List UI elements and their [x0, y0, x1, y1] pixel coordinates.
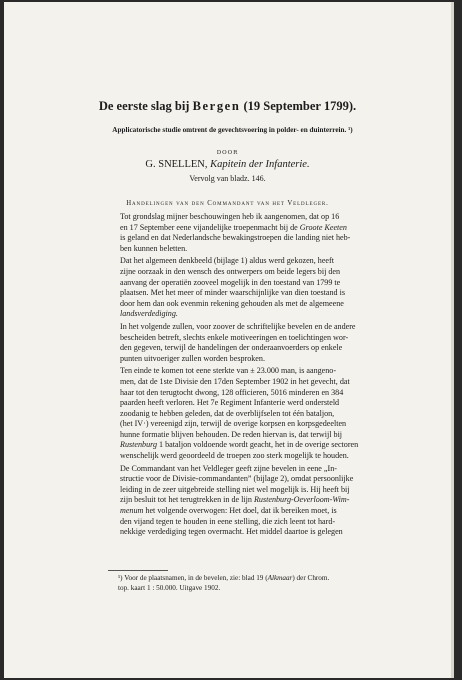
- text-line: ben kunnen beletten.: [120, 243, 188, 253]
- text-line: plaatsen. Met het meer of minder waarschijnlijke van dien toestand is: [120, 288, 345, 298]
- text-line: landsverdediging.: [120, 309, 178, 319]
- text-line: aanvang der operatiën zooveel mogelijk in den toestand van 1799 te: [120, 277, 341, 287]
- text-line: leiding in de zeer uitgebreide stelling niet wel mogelijk is. Hij heeft bij: [120, 484, 350, 494]
- title-part-b: Bergen: [192, 99, 241, 113]
- text-line: den vijand tegen te houden in eene stelling, die zich leent tot hard-: [120, 516, 336, 526]
- by-line-label: DOOR: [216, 150, 239, 156]
- continuation-note: Vervolg van bladz. 146.: [189, 174, 266, 183]
- author-name: G. SNELLEN,: [145, 159, 211, 170]
- text-line: (het IV·) vereenigd zijn, terwijl de overige korpsen en korpsgedeelten: [120, 419, 347, 429]
- text-line: menum het volgende overwogen: Het doel, dat ik bereiken moet, is: [120, 506, 337, 516]
- section-heading: Handelingen van den Commandant van het Veldleger.: [126, 200, 329, 207]
- text-line: en 17 September eene vijandelijke troepenmacht bij de Groote Keeten: [120, 222, 347, 232]
- title-part-a: De eerste slag bij: [98, 99, 193, 113]
- paragraph: [108, 322, 418, 364]
- paragraph: [108, 256, 418, 320]
- text-line: paarden heeft verloren. Het 7e Regiment Infanterie werd ondersteld: [120, 398, 340, 408]
- text-line: zijne oorzaak in den wensch des ontwerpers om beide legers bij den: [120, 266, 341, 276]
- paragraph: [108, 366, 418, 461]
- footnote-line: top. kaart 1 : 50.000. Uitgave 1902.: [118, 583, 221, 592]
- footnote: [108, 574, 418, 593]
- footnote-paragraph: [108, 574, 418, 593]
- text-line: is geland en dat Nederlandsche bewakingstroepen die landing niet heb-: [120, 233, 351, 243]
- text-line: wenschelijk werd geoordeeld de troepen zoo sterk mogelijk te houden.: [120, 451, 349, 461]
- text-line: zoodanig te hebben geleden, dat de overblijfselen tot één bataljon,: [120, 408, 335, 418]
- text-line: door hem dan ook evenmin rekening gehouden als met de algemeene: [120, 298, 344, 308]
- text-line: Rustenburg 1 bataljon voldoende wordt geacht, het in de overige sectoren: [120, 440, 359, 450]
- footnote-line: ¹) Voor de plaatsnamen, in de bevelen, zie: blad 19 (Alkmaar) der Chrom.: [118, 574, 330, 582]
- paragraph: [108, 464, 418, 538]
- title-part-c: (19 September 1799).: [240, 99, 357, 113]
- text-line: bescheiden betreft, slechts enkele motiveeringen en toelichtingen wor-: [120, 332, 349, 342]
- text-line: hunne formatie blijven behouden. De reden hiervan is, dat terwijl bij: [120, 429, 343, 439]
- article-subtitle: Applicatorische studie omtrent de gevechtsvoering in polder- en duinterrein. ¹): [112, 126, 353, 134]
- text-line: punten uitvoeriger zullen worden besproken.: [120, 353, 265, 363]
- text-line: Ten einde te komen tot eene sterkte van ± 23.000 man, is aangeno-: [120, 366, 337, 376]
- author-rank: Kapitein der Infanterie.: [210, 159, 310, 170]
- book-page: [4, 2, 454, 678]
- text-line: Tot grondslag mijner beschouwingen heb ik aangenomen, dat op 16: [120, 212, 340, 221]
- body-text: [108, 212, 418, 538]
- text-line: haar tot den terugtocht dwong, 128 officieren, 5016 minderen en 384: [120, 387, 344, 397]
- text-line: structie voor de Divisie-commandanten” (bijlage 2), omdat persoonlijke: [120, 474, 354, 484]
- text-line: nekkige verdediging tegen overmacht. Het middel daartoe is gelegen: [120, 527, 343, 537]
- author-line: [4, 159, 451, 170]
- text-line: zijn besluit tot het terugtrekken in de lijn Rustenburg-Oeverloom-Wim-: [120, 495, 350, 505]
- text-line: In het volgende zullen, voor zoover de schriftelijke bevelen en de andere: [120, 321, 356, 331]
- paragraph: [108, 212, 418, 254]
- text-line: De Commandant van het Veldleger geeft zijne bevelen in eene „In-: [120, 463, 337, 473]
- text-line: men, dat de 1ste Divisie den 17den September 1902 in het gevecht, dat: [120, 376, 350, 386]
- text-line: den gegeven, terwijl de handelingen der onderaanvoerders op enkele: [120, 343, 343, 353]
- footnote-rule: [108, 570, 168, 571]
- article-title: [4, 99, 451, 114]
- text-line: Dat het algemeen denkbeeld (bijlage 1) aldus werd gekozen, heeft: [120, 256, 334, 266]
